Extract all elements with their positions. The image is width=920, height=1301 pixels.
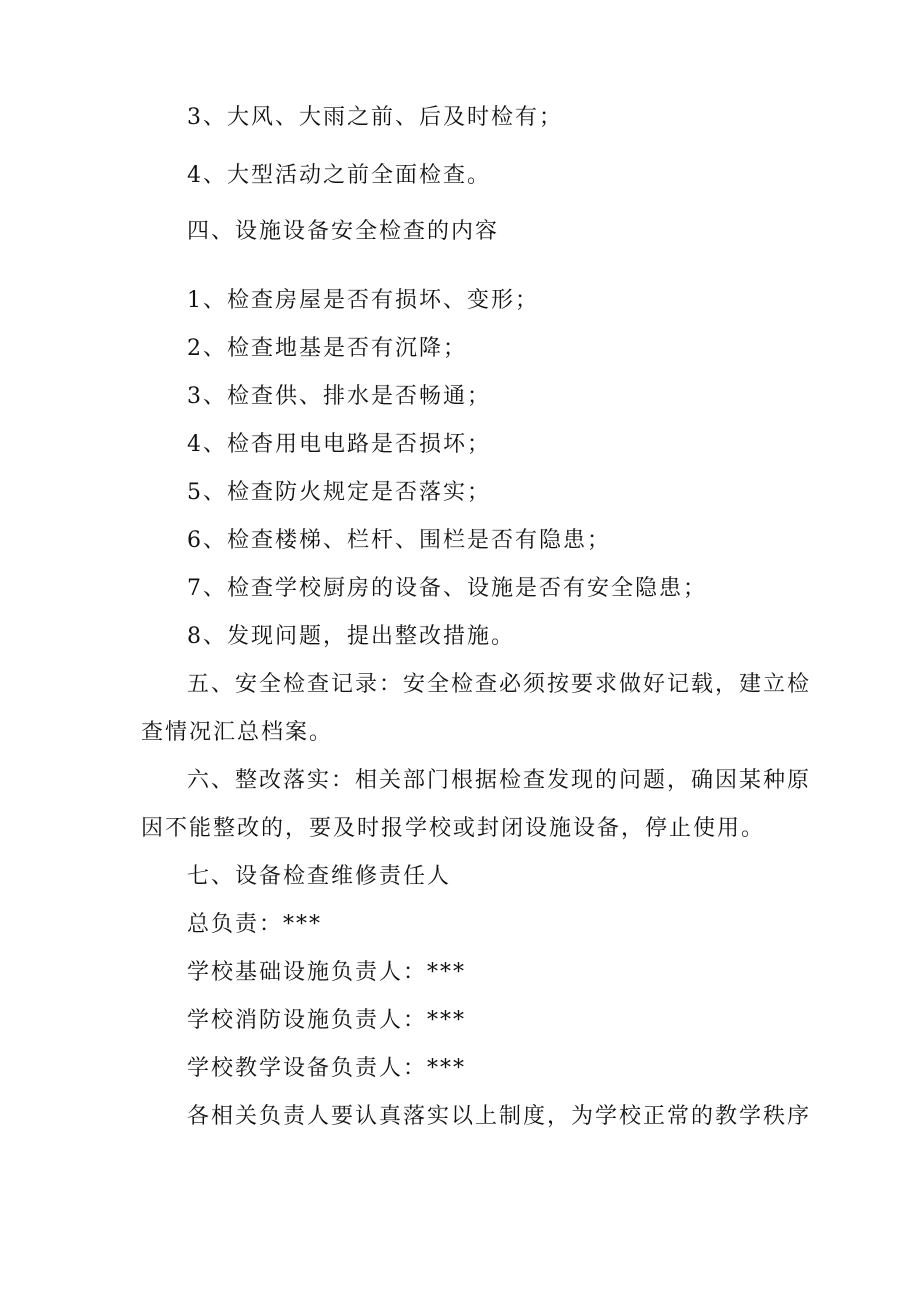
fire-facility-responsible: 学校消防设施负责人：*** bbox=[187, 1008, 467, 1033]
inspection-timing-item-4: 4、大型活动之前全面检查。 bbox=[187, 163, 491, 188]
general-responsible: 总负责：*** bbox=[187, 912, 323, 937]
content-item-6: 6、检查楼梯、栏杆、围栏是否有隐患； bbox=[187, 528, 611, 553]
infrastructure-responsible: 学校基础设施负责人：*** bbox=[187, 960, 467, 985]
section-heading-7: 七、设备检查维修责任人 bbox=[187, 864, 452, 889]
section-6-line-1: 六、整改落实：相关部门根据检查发现的问题，确因某种原 bbox=[187, 768, 812, 793]
section-6-line-2: 因不能整改的，要及时报学校或封闭设施设备，停止使用。 bbox=[141, 816, 766, 841]
content-item-8: 8、发现问题，提出整改措施。 bbox=[187, 624, 515, 649]
content-item-4: 4、检杳用电电路是否损坏； bbox=[187, 432, 491, 457]
teaching-equipment-responsible: 学校教学设备负责人：*** bbox=[187, 1056, 467, 1081]
inspection-timing-item-3: 3、大风、大雨之前、后及时检有； bbox=[187, 105, 563, 130]
content-item-3: 3、检查供、排水是否畅通； bbox=[187, 384, 491, 409]
section-5-line-1: 五、安全检查记录：安全检查必须按要求做好记载，建立检 bbox=[187, 672, 812, 697]
content-item-5: 5、检查防火规定是否落实； bbox=[187, 480, 491, 505]
content-item-7: 7、检查学校厨房的设备、设施是否有安全隐患； bbox=[187, 576, 707, 601]
content-item-2: 2、检查地基是否有沉降； bbox=[187, 336, 467, 361]
section-5-line-2: 查情况汇总档案。 bbox=[141, 720, 334, 745]
closing-paragraph-line-1: 各相关负责人要认真落实以上制度，为学校正常的教学秩序 bbox=[187, 1104, 812, 1129]
content-item-1: 1、检查房屋是否有损坏、变形； bbox=[187, 288, 539, 313]
section-heading-4: 四、设施设备安全检查的内容 bbox=[187, 219, 500, 244]
